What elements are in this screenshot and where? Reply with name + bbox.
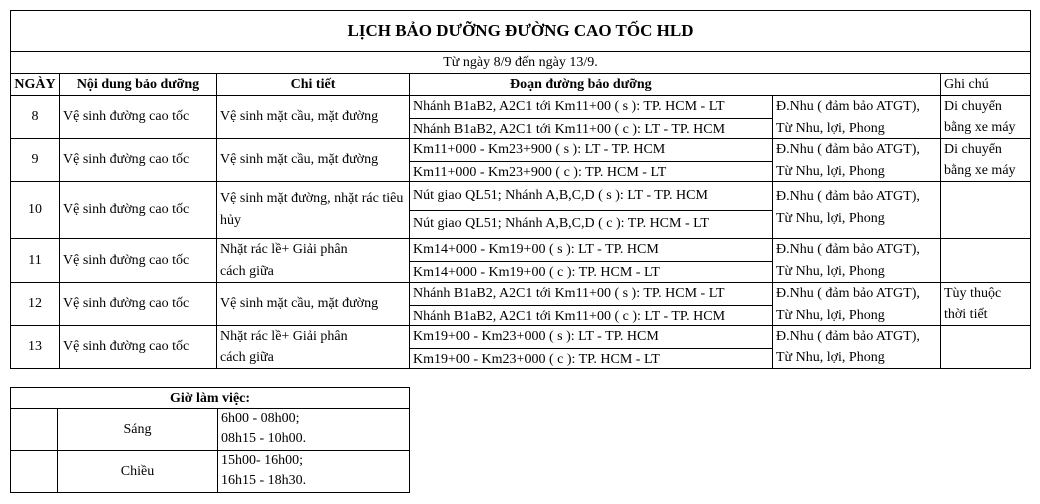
section-line: Km11+000 - Km23+900 ( c ): TP. HCM - LT: [410, 161, 772, 182]
section-cell: [410, 96, 773, 139]
hours-blank-cell: [10, 451, 58, 493]
page-title: LỊCH BẢO DƯỠNG ĐƯỜNG CAO TỐC HLD: [10, 10, 1031, 52]
morning-label: Sáng: [58, 409, 218, 451]
section-line: Km14+000 - Km19+00 ( c ): TP. HCM - LT: [410, 261, 772, 283]
section-line: Nhánh B1aB2, A2C1 tới Km11+00 ( s ): TP. HCM - LT: [413, 99, 725, 114]
time-line: 08h15 - 10h00.: [221, 431, 307, 446]
section-line: Km19+00 - Km23+000 ( c ): TP. HCM - LT: [410, 348, 772, 369]
note-cell: [941, 326, 1031, 369]
note-cell: Tùy thuộc thời tiết: [941, 283, 1031, 326]
section-line: Nhánh B1aB2, A2C1 tới Km11+00 ( c ): LT - TP. HCM: [410, 118, 772, 139]
day-cell: 11: [10, 239, 60, 283]
detail-cell: Vệ sinh mặt cầu, mặt đường: [217, 96, 410, 139]
staff-line: Từ Nhu, lợi, Phong: [776, 211, 885, 226]
time-line: 16h15 - 18h30.: [221, 473, 307, 488]
header-day: NGÀY: [10, 74, 60, 96]
staff-line: Đ.Nhu ( đảm bảo ATGT),: [776, 242, 920, 257]
staff-line: Từ Nhu, lợi, Phong: [776, 164, 885, 179]
section-line: Km14+000 - Km19+00 ( s ): LT - TP. HCM: [413, 242, 659, 257]
staff-line: Đ.Nhu ( đảm bảo ATGT),: [776, 99, 920, 114]
section-line: Km19+00 - Km23+000 ( s ): LT - TP. HCM: [413, 329, 659, 344]
detail-cell: Vệ sinh mặt cầu, mặt đường: [217, 139, 410, 182]
day-cell: 12: [10, 283, 60, 326]
staff-cell: [773, 239, 941, 283]
header-detail: Chi tiết: [217, 74, 410, 96]
section-line: Nút giao QL51; Nhánh A,B,C,D ( s ): LT - TP. HCM: [413, 187, 708, 203]
header-section: Đoạn đường bảo dưỡng: [410, 74, 941, 96]
day-cell: 9: [10, 139, 60, 182]
section-cell: [410, 239, 773, 283]
header-content: Nội dung bảo dưỡng: [60, 74, 217, 96]
detail-cell: Nhặt rác lề+ Giải phân cách giữa: [217, 326, 410, 369]
section-line: Km11+000 - Km23+900 ( s ): LT - TP. HCM: [413, 142, 666, 157]
header-note: Ghi chú: [941, 74, 1031, 96]
time-line: 6h00 - 08h00;: [221, 411, 300, 426]
hours-blank-cell: [10, 409, 58, 451]
note-cell: [941, 239, 1031, 283]
day-cell: 8: [10, 96, 60, 139]
content-cell: Vệ sinh đường cao tốc: [60, 283, 217, 326]
afternoon-times: [218, 451, 410, 493]
note-cell: Di chuyển bằng xe máy: [941, 96, 1031, 139]
content-cell: Vệ sinh đường cao tốc: [60, 182, 217, 239]
detail-cell: Vệ sinh mặt đường, nhặt rác tiêu hủy: [217, 182, 410, 239]
staff-line: Từ Nhu, lợi, Phong: [776, 264, 885, 279]
staff-line: Đ.Nhu ( đảm bảo ATGT),: [776, 286, 920, 301]
note-cell: Di chuyển bằng xe máy: [941, 139, 1031, 182]
morning-times: [218, 409, 410, 451]
date-range: Từ ngày 8/9 đến ngày 13/9.: [10, 52, 1031, 74]
staff-cell: [773, 283, 941, 326]
section-cell: [410, 139, 773, 182]
staff-line: Từ Nhu, lợi, Phong: [776, 350, 885, 365]
staff-line: Từ Nhu, lợi, Phong: [776, 308, 885, 323]
content-cell: Vệ sinh đường cao tốc: [60, 239, 217, 283]
staff-cell: [773, 326, 941, 369]
staff-cell: [773, 139, 941, 182]
content-cell: Vệ sinh đường cao tốc: [60, 96, 217, 139]
section-line: Nhánh B1aB2, A2C1 tới Km11+00 ( s ): TP. HCM - LT: [413, 286, 725, 301]
staff-line: Đ.Nhu ( đảm bảo ATGT),: [776, 329, 920, 344]
section-cell: [410, 326, 773, 369]
staff-cell: [773, 182, 941, 239]
content-cell: Vệ sinh đường cao tốc: [60, 326, 217, 369]
detail-cell: Nhặt rác lề+ Giải phân cách giữa: [217, 239, 410, 283]
staff-line: Đ.Nhu ( đảm bảo ATGT),: [776, 189, 920, 204]
staff-line: Đ.Nhu ( đảm bảo ATGT),: [776, 142, 920, 157]
staff-line: Từ Nhu, lợi, Phong: [776, 121, 885, 136]
note-cell: [941, 182, 1031, 239]
section-line: Nhánh B1aB2, A2C1 tới Km11+00 ( c ): LT - TP. HCM: [410, 305, 772, 326]
day-cell: 10: [10, 182, 60, 239]
afternoon-label: Chiều: [58, 451, 218, 493]
staff-cell: [773, 96, 941, 139]
hours-title: Giờ làm việc:: [10, 387, 410, 409]
section-cell: [410, 283, 773, 326]
time-line: 15h00- 16h00;: [221, 453, 304, 468]
day-cell: 13: [10, 326, 60, 369]
content-cell: Vệ sinh đường cao tốc: [60, 139, 217, 182]
section-line: Nút giao QL51; Nhánh A,B,C,D ( c ): TP. HCM - LT: [410, 210, 772, 239]
section-cell: [410, 182, 773, 239]
detail-cell: Vệ sinh mặt cầu, mặt đường: [217, 283, 410, 326]
